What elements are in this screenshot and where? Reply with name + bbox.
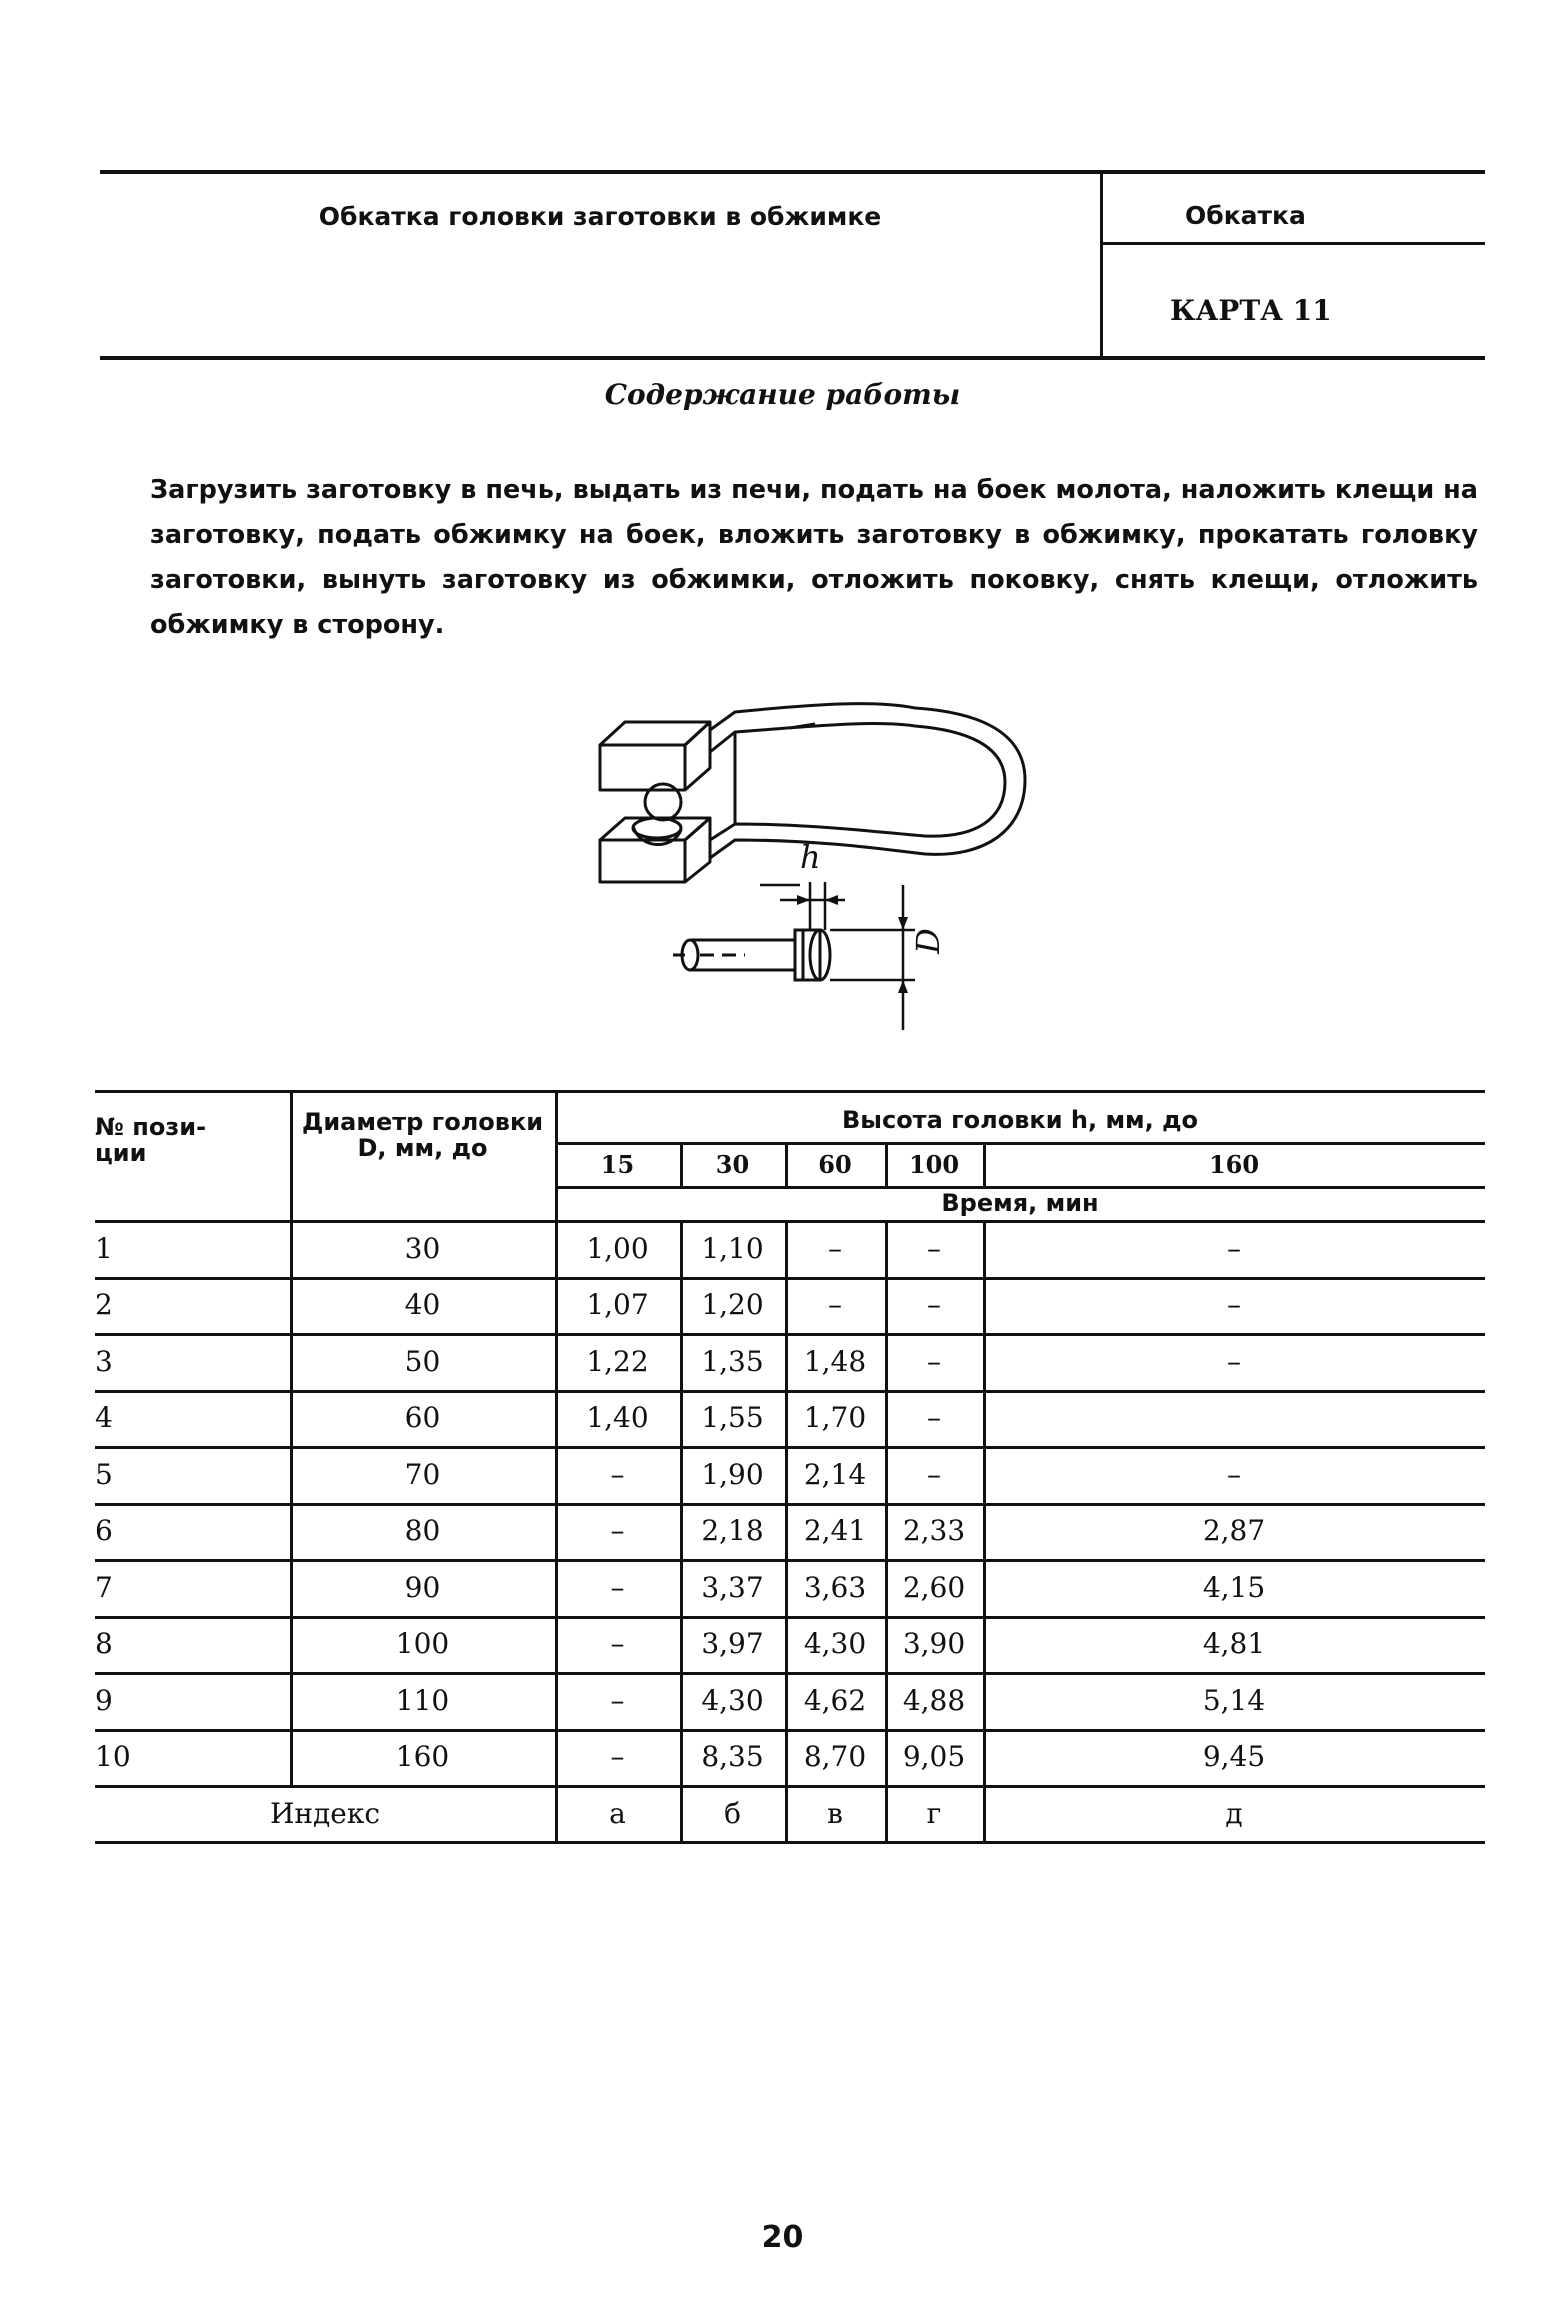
time-value: 1,55 [701, 1401, 764, 1435]
time-value: 3,37 [701, 1570, 764, 1604]
time-unit-label: Время, мин [941, 1189, 1099, 1217]
position-number: 4 [95, 1401, 113, 1435]
head-diameter: 50 [404, 1344, 441, 1378]
header-operation-cell [1103, 174, 1485, 245]
time-value: 4,30 [803, 1627, 867, 1661]
time-value: 3,90 [902, 1627, 966, 1661]
height-header-160: 160 [1208, 1149, 1260, 1179]
section-title: Содержание работы [604, 378, 961, 411]
time-value: 2,14 [803, 1457, 867, 1491]
time-value: 4,62 [803, 1683, 867, 1717]
time-value: 1,70 [803, 1401, 867, 1435]
position-number: 10 [95, 1740, 131, 1774]
time-value: – [1227, 1231, 1241, 1265]
time-value: 4,88 [902, 1683, 966, 1717]
time-value: – [927, 1457, 941, 1491]
time-value: 1,20 [701, 1288, 764, 1322]
time-value: 2,33 [902, 1514, 966, 1548]
height-label: h [800, 838, 821, 876]
head-diameter: 60 [404, 1401, 441, 1435]
card-header [100, 170, 1485, 360]
time-value: 3,63 [803, 1570, 867, 1604]
table-top-border [95, 1090, 1485, 1093]
time-value: 2,87 [1202, 1514, 1266, 1548]
time-value: – [927, 1231, 941, 1265]
position-column-header: № пози- ции [95, 1113, 207, 1167]
time-value: 1,00 [586, 1231, 649, 1265]
head-diameter: 90 [404, 1570, 441, 1604]
time-value [983, 1390, 1485, 1447]
page-number: 20 [761, 2220, 804, 2255]
time-value: 2,60 [902, 1570, 966, 1604]
position-number: 7 [95, 1570, 113, 1604]
index-letter: б [724, 1796, 741, 1830]
time-value: – [610, 1740, 625, 1774]
index-letter: д [1225, 1796, 1243, 1830]
die-figure [585, 690, 1045, 1030]
head-diameter: 160 [395, 1740, 450, 1774]
time-value: 3,97 [701, 1627, 764, 1661]
time-value: 1,07 [586, 1288, 649, 1322]
time-value: 1,10 [701, 1231, 764, 1265]
time-value: – [927, 1401, 941, 1435]
position-number: 2 [95, 1288, 113, 1322]
position-number: 1 [95, 1231, 113, 1265]
time-value: – [610, 1683, 625, 1717]
height-header-15: 15 [600, 1149, 635, 1179]
header-title-cell [100, 174, 1103, 356]
position-number: 9 [95, 1683, 113, 1717]
time-value: 4,81 [1202, 1627, 1266, 1661]
time-value: 1,40 [586, 1401, 649, 1435]
time-value: – [927, 1288, 941, 1322]
time-value: – [927, 1344, 941, 1378]
time-value: – [1227, 1457, 1241, 1491]
work-description: Загрузить заготовку в печь, выдать из печи, подать на боек молота, наложить клещи на заготовку, подать обжимку на боек, вложить заготовку в обжимку, прокатать головку заготовки, вынуть заготовку из обжимки, отложить поковку, снять клещи, отложить обжимку в сторону. [150, 475, 1478, 640]
index-letter: г [926, 1796, 942, 1830]
time-value: 1,22 [586, 1344, 649, 1378]
time-norm-table [95, 1090, 1485, 2190]
time-value: 9,45 [1202, 1740, 1266, 1774]
height-header-30: 30 [715, 1149, 750, 1179]
time-value: 2,18 [701, 1514, 764, 1548]
time-value: – [1227, 1344, 1241, 1378]
time-value: – [610, 1457, 625, 1491]
position-number: 6 [95, 1514, 113, 1548]
position-number: 3 [95, 1344, 113, 1378]
head-diameter: 80 [404, 1514, 441, 1548]
time-value: 1,35 [701, 1344, 764, 1378]
diameter-column-header: Диаметр головки D, мм, до [301, 1108, 544, 1162]
card-number: КАРТА 11 [1170, 294, 1332, 327]
index-letter: в [827, 1796, 843, 1830]
head-diameter: 40 [404, 1288, 441, 1322]
time-value: 8,35 [701, 1740, 764, 1774]
position-number: 5 [95, 1457, 113, 1491]
time-value: 1,90 [701, 1457, 764, 1491]
time-value: 1,48 [803, 1344, 867, 1378]
head-diameter: 30 [404, 1231, 441, 1265]
index-label: Индекс [269, 1796, 381, 1830]
time-value: 4,30 [701, 1683, 764, 1717]
time-value: 9,05 [902, 1740, 966, 1774]
head-diameter: 100 [395, 1627, 450, 1661]
operation-title: Обкатка головки заготовки в обжимке [318, 202, 882, 231]
operation-type: Обкатка [1185, 201, 1306, 230]
head-diameter: 110 [395, 1683, 450, 1717]
head-diameter: 70 [404, 1457, 441, 1491]
height-group-header: Высота головки h, мм, до [841, 1106, 1199, 1134]
time-value: 8,70 [803, 1740, 867, 1774]
time-value: – [610, 1627, 625, 1661]
time-value: – [610, 1514, 625, 1548]
time-value: – [610, 1570, 625, 1604]
time-value: – [828, 1288, 842, 1322]
time-value: – [828, 1231, 842, 1265]
index-letter: а [609, 1796, 626, 1830]
diameter-label: D [908, 928, 947, 954]
position-number: 8 [95, 1627, 113, 1661]
time-value: 2,41 [803, 1514, 867, 1548]
time-value: 4,15 [1202, 1570, 1266, 1604]
height-header-100: 100 [908, 1149, 960, 1179]
height-header-60: 60 [818, 1149, 852, 1179]
time-value: – [1227, 1288, 1241, 1322]
table-bottom-border [95, 1841, 1485, 1844]
time-value: 5,14 [1202, 1683, 1266, 1717]
